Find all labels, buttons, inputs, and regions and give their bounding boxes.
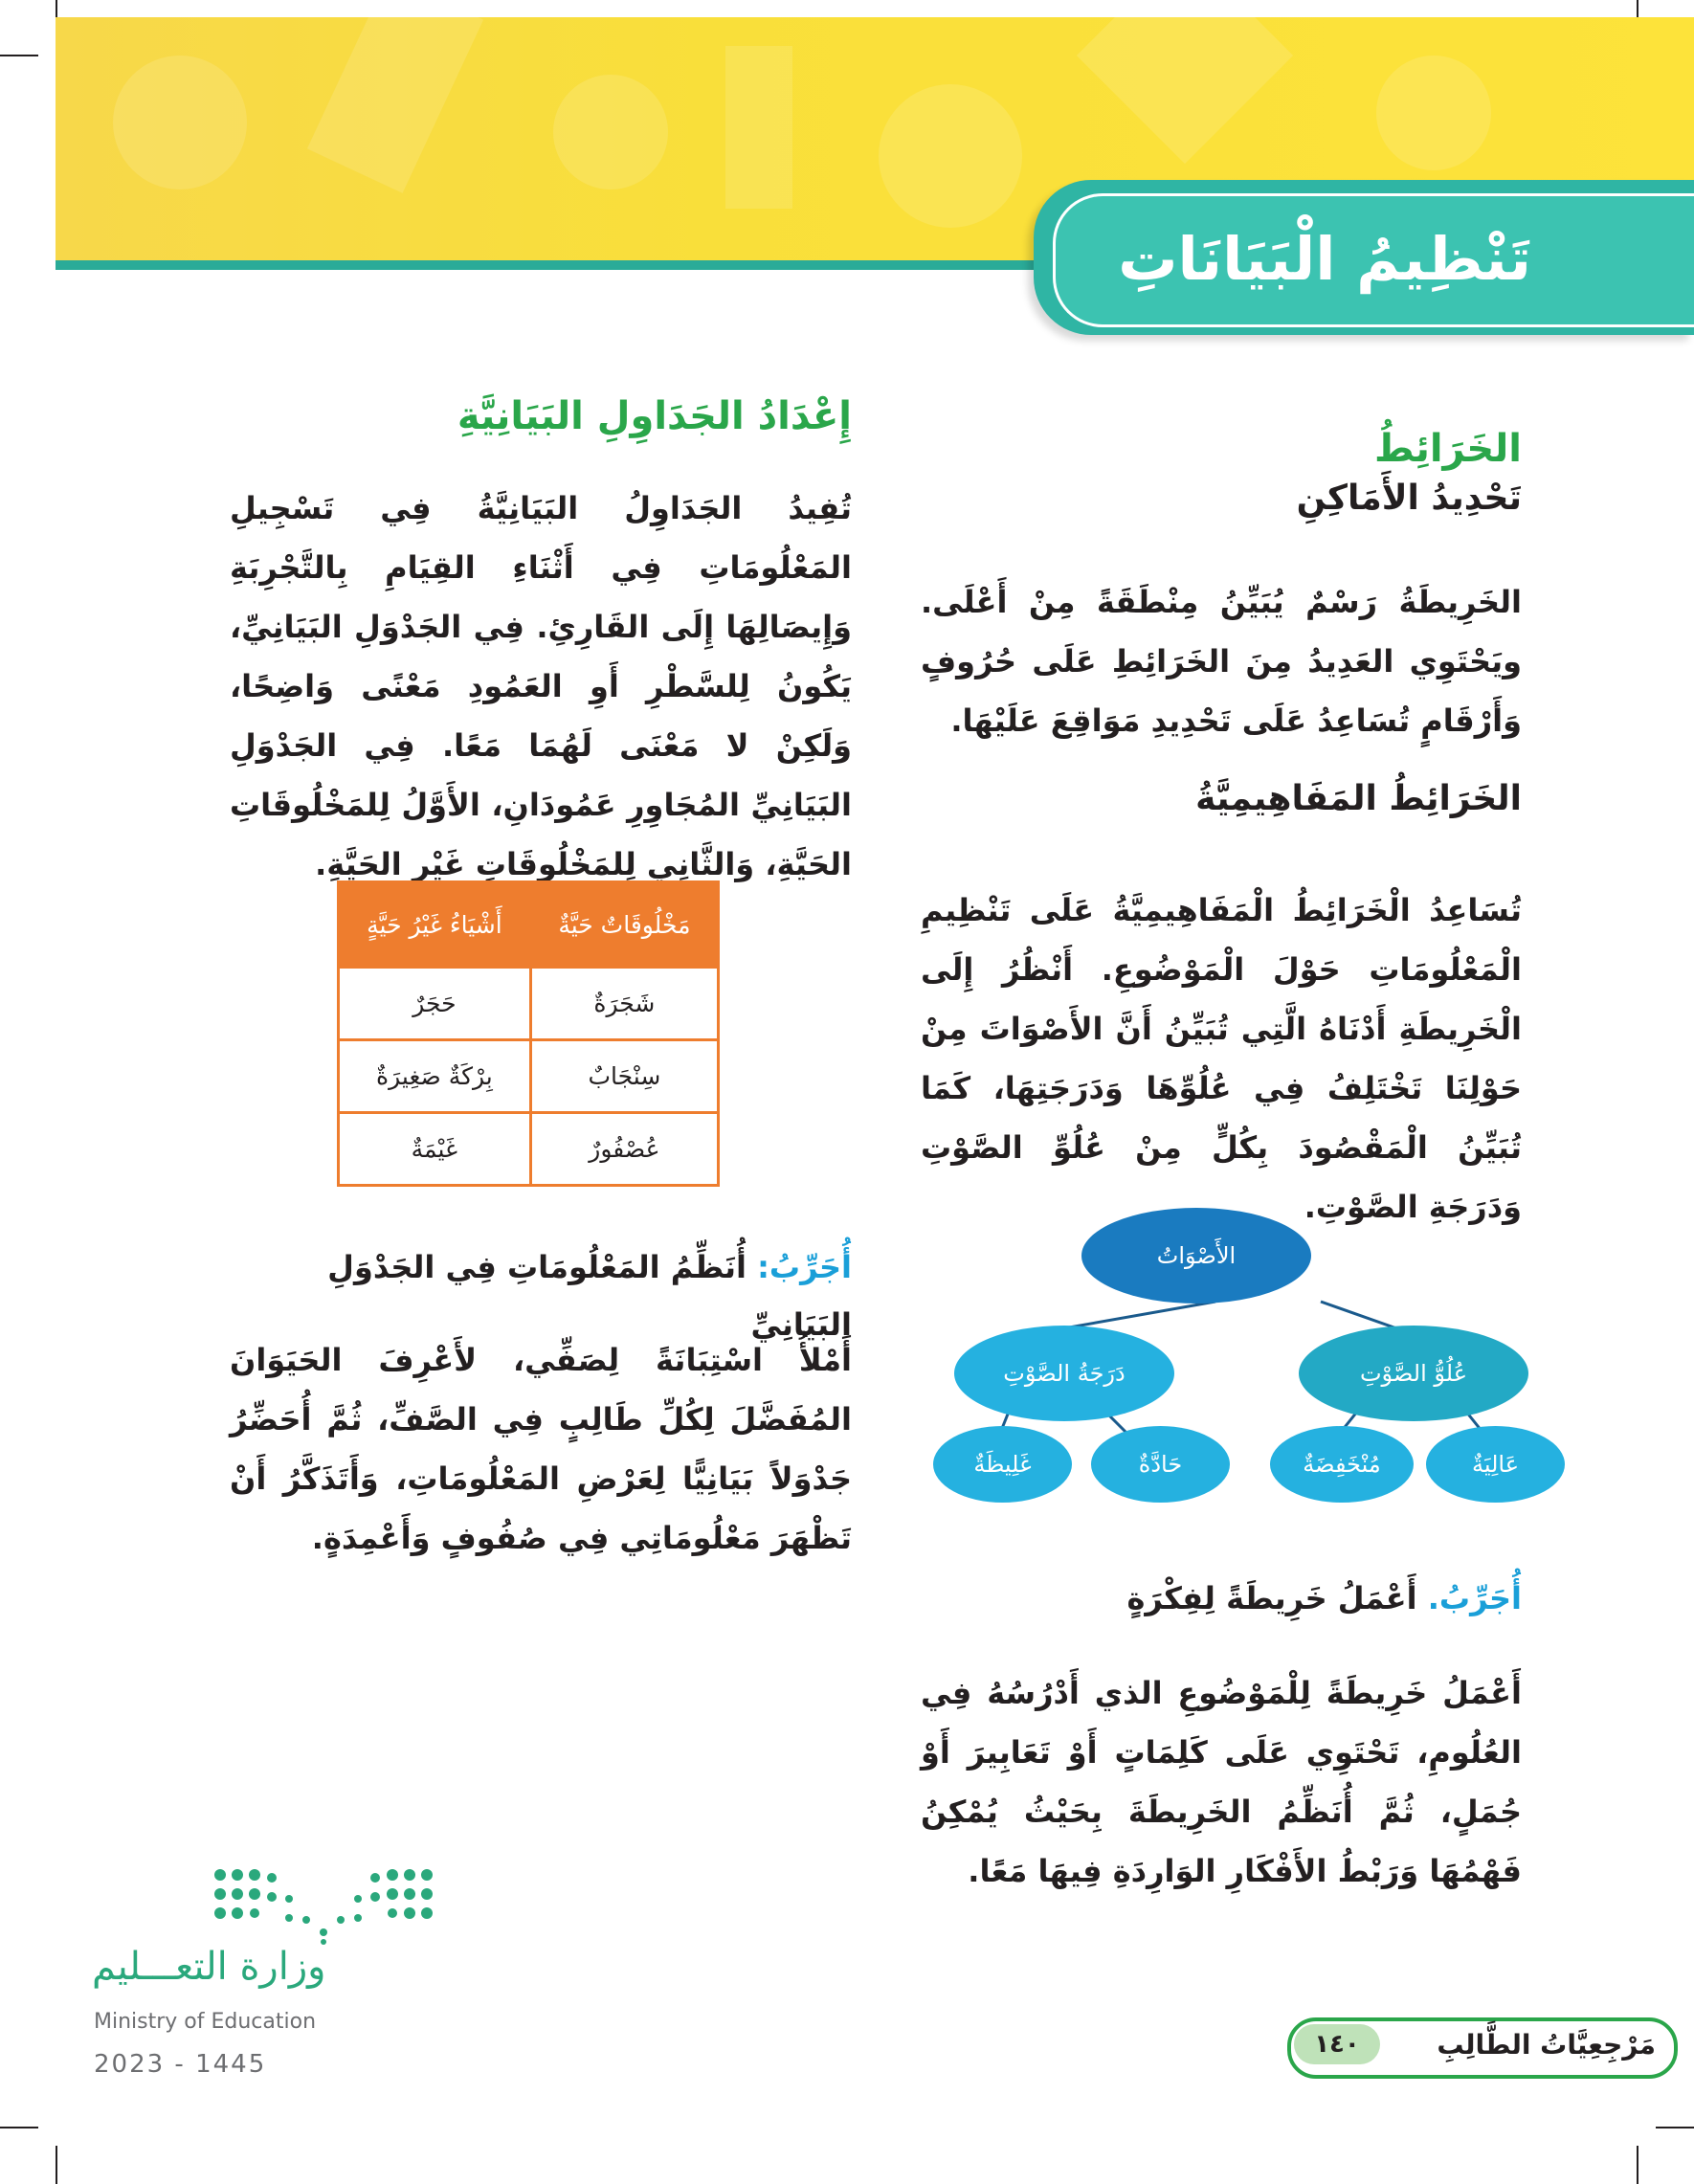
table-header: أَشْيَاءُ غَيْرُ حَيَّةٍ: [339, 882, 531, 968]
decorative-shape: [307, 17, 483, 193]
crop-mark: [1637, 2146, 1638, 2184]
ministry-logo-icon: [201, 1861, 459, 1947]
footer-label: مَرْجِعِيَّاتُ الطَّالِبِ: [1437, 2029, 1656, 2061]
table-cell: بِرْكَةٌ صَغِيرَةٌ: [339, 1040, 531, 1113]
decorative-shape: [879, 84, 1022, 228]
table-header: مَخْلُوقَاتٌ حَيَّةٌ: [530, 882, 718, 968]
tables-paragraph: تُفِيدُ الجَدَاوِلُ البَيَانِيَّةُ فِي تَسْجِيلِ المَعْلُومَاتِ فِي أَثْنَاءِ القِيَامِ بِالتَّجْرِبَةِ وَإِيصَالِهَا إِلَى القَارِئِ. فِي الجَدْوَلِ البَيَانِيِّ، يَكُونُ لِلسَّطْرِ أَوِ العَمُودِ مَعْنًى وَاضِحًا، وَلَكِنْ لا مَعْنَى لَهُمَا مَعًا. فِي الجَدْوَلِ البَيَانِيِّ المُجَاوِرِ عَمُودَانِ، الأَوَّلُ لِلمَخْلُوقَاتِ الحَيَّةِ، وَالثَّانِي لِلمَخْلُوقَاتِ غَيْرِ الحَيَّةِ.: [230, 490, 852, 882]
banner-underline: [56, 260, 1051, 270]
decorative-shape: [1376, 56, 1491, 170]
decorative-shape: [113, 56, 247, 189]
try-label: أُجَرِّبُ:: [757, 1249, 852, 1285]
ministry-english-name: Ministry of Education: [94, 2010, 317, 2034]
decorative-shape: [725, 46, 792, 209]
try-label: أُجَرِّبُ.: [1427, 1580, 1522, 1616]
make-map-paragraph: أَعْمَلُ خَرِيطَةً لِلْمَوْضُوعِ الذي أَدْرُسُهُ فِي العُلُومِ، تَحْتَوِي عَلَى كَلِمَاتٍ أَوْ تَعَابِيرَ أَوْ جُمَلٍ، ثُمَّ أُنَظِّمُ الخَرِيطَةَ بِحَيْثُ يُمْكِنُ فَهْمُهَا وَرَبْطُ الأَفْكَارِ الوَارِدَةِ فِيهَا مَعًا.: [921, 1675, 1522, 1889]
table-cell: غَيْمَةٌ: [339, 1113, 531, 1186]
concept-maps-paragraph: تُسَاعِدُ الْخَرَائِطُ الْمَفَاهِيمِيَّةُ عَلَى تَنْظِيمِ الْمَعْلُومَاتِ حَوْلَ الْمَوْضُوعِ. أَنْظُرُ إِلَى الْخَرِيطَةِ أَدْنَاهُ الَّتِي تُبَيِّنُ أَنَّ الأَصْوَاتَ مِنْ حَوْلِنَا تَخْتَلِفُ فِي عُلُوِّهَا وَدَرَجَتِهَا، كَمَا تُبَيِّنُ الْمَقْصُودَ بِكُلٍّ مِنْ عُلُوِّ الصَّوْتِ وَدَرَجَةِ الصَّوْتِ.: [921, 892, 1522, 1225]
table-cell: شَجَرَةٌ: [530, 968, 718, 1040]
try-title: أَعْمَلُ خَرِيطَةً لِفِكْرَةٍ: [1126, 1580, 1417, 1616]
concept-maps-heading: الخَرَائِطُ المَفَاهِيمِيَّةُ: [1195, 779, 1522, 818]
concept-node-loudness: عُلُوُّ الصَّوْتِ: [1299, 1326, 1528, 1421]
crop-mark: [1656, 2127, 1694, 2128]
decorative-shape: [1077, 17, 1293, 164]
crop-mark: [56, 2146, 57, 2184]
concept-root: الأَصْوَاتُ: [1081, 1208, 1311, 1304]
tables-heading: إِعْدَادُ الجَدَاوِلِ البَيَانِيَّةِ: [457, 394, 852, 438]
survey-paragraph: أَمْلأُ اسْتِبَانَةً لِصَفِّي، لأَعْرِفَ الحَيَوَانَ المُفَضَّلَ لِكُلِّ طَالِبٍ فِي الصَّفِّ، ثُمَّ أُحَضِّرُ جَدْوَلاً بَيَانِيًّا لِعَرْضِ المَعْلُومَاتِ، وَأَتَذَكَّرُ أَنْ تَظْهَرَ مَعْلُومَاتِي فِي صُفُوفٍ وَأَعْمِدَةٍ.: [230, 1342, 852, 1556]
concept-leaf-sharp: حَادَّةٌ: [1091, 1426, 1230, 1503]
maps-heading: الخَرَائِطُ: [1373, 427, 1522, 471]
try-table-line: [230, 1238, 852, 1343]
page-title: تَنْظِيمُ الْبَيَانَاتِ: [1118, 224, 1531, 294]
ministry-arabic-name: وزارة التعـــليم: [92, 1945, 326, 1989]
try-title: أُنَظِّمُ المَعْلُومَاتِ فِي الجَدْوَلِ البَيَانِيِّ: [327, 1249, 852, 1343]
try-map-line: [921, 1570, 1522, 1627]
ministry-year: 2023 - 1445: [94, 2050, 267, 2079]
crop-mark: [0, 55, 38, 56]
locating-places-heading: تَحْدِيدُ الأَمَاكِنِ: [1296, 479, 1522, 518]
concept-node-pitch: دَرَجَةُ الصَّوْتِ: [954, 1326, 1174, 1421]
maps-paragraph: الخَرِيطَةُ رَسْمٌ يُبَيِّنُ مِنْطَقَةً مِنْ أَعْلَى. ويَحْتَوِي العَدِيدُ مِنَ الخَرَائِطِ عَلَى حُرُوفٍ وَأَرْقَامٍ تُسَاعِدُ عَلَى تَحْدِيدِ مَوَاقِعَ عَلَيْهَا.: [921, 584, 1522, 739]
page-number: ١٤٠: [1294, 2024, 1380, 2064]
concept-leaf-high: عَالِيَةٌ: [1426, 1426, 1565, 1503]
crop-mark: [0, 2127, 38, 2128]
decorative-shape: [553, 75, 668, 189]
table-cell: سِنْجَابٌ: [530, 1040, 718, 1113]
table-cell: حَجَرٌ: [339, 968, 531, 1040]
concept-leaf-deep: غَلِيظَةٌ: [933, 1426, 1072, 1503]
table-cell: عُصْفُورٌ: [530, 1113, 718, 1186]
concept-leaf-low: مُنْخَفِضَةٌ: [1270, 1426, 1414, 1503]
data-table: [337, 880, 720, 1187]
